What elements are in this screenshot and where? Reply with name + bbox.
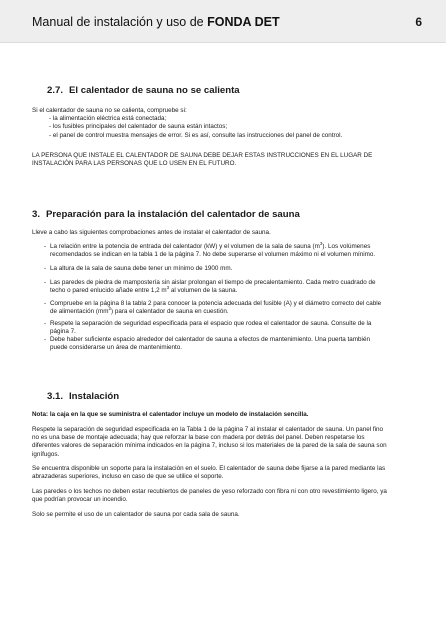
prep-bullet: - Las paredes de piedra de mampostería sin aislar prolongan el tiempo de precalentamiento. Cada metro cuadrado de techo o pared enlucido añade entre 1,2 $m^3$ al volumen de la sauna. xyxy=(50,279,415,295)
paragraph-line: no es una base de montaje adecuada; hay que reforzar la base con madera por detrás del panel. Deben respetarse los xyxy=(32,434,365,442)
bullet-line: Respete la separación de seguridad especificada para el espacio que rodea el calentador de sauna. Consulte de la xyxy=(50,320,372,327)
section-2-7-heading xyxy=(47,85,240,96)
page-number: 6 xyxy=(415,15,422,29)
header-title xyxy=(32,15,280,29)
paragraph-line: Respete la separación de seguridad especificada en la Tabla 1 de la página 7 al instalar el calentador de sauna. Un panel fino xyxy=(32,426,384,433)
paragraph-line: diferentes valores de separación mínima indicados en la página 7, incluso si los materiales de la pared de la sala de sauna son xyxy=(32,442,387,450)
bullet-line: página 7. xyxy=(50,328,76,336)
bullet-line: Debe haber suficiente espacio alrededor del calentador de sauna a efectos de mantenimiento. Una puerta también xyxy=(50,336,370,343)
section-3-1-title: Instalación xyxy=(69,391,120,402)
section-3-intro: Lleve a cabo las siguientes comprobaciones antes de instalar el calentador de sauna. xyxy=(32,229,271,236)
bullet-line: ). Los volúmenes xyxy=(322,243,371,250)
notice-line: LA PERSONA QUE INSTALE EL CALENTADOR DE SAUNA DEBE DEJAR ESTAS INSTRUCCIONES EN EL LUGAR DE xyxy=(32,152,373,159)
prep-bullet: - La relación entre la potencia de entrada del calentador (kW) y el volumen de la sala de sauna $(m^3)$. Los volúmenes recomendados se indican en la tabla 1 de la página 7. No debe superarse el volumen máximo ni el volumen mínimo. xyxy=(50,243,415,259)
superscript: 2 xyxy=(108,306,111,312)
bullet-line: La altura de la sala de sauna debe tener un mínimo de 1900 mm. xyxy=(50,265,233,272)
section-3-title: Preparación para la instalación del calentador de sauna xyxy=(46,209,300,220)
installation-paragraph xyxy=(32,465,417,481)
header-title-product: FONDA DET xyxy=(207,15,280,29)
bullet-line: Las paredes de piedra de mampostería sin aislar prolongan el tiempo de precalentamiento. Cada metro cuadrado de xyxy=(50,279,376,286)
prep-bullet: - Debe haber suficiente espacio alrededor del calentador de sauna a efectos de mantenimiento. Una puerta también puede considerarse un área de mantenimiento. xyxy=(50,336,415,352)
check-item: - los fusibles principales del calentador de sauna están intactos; xyxy=(49,123,228,131)
installation-note: Nota: la caja en la que se suministra el calentador incluye un modelo de instalación sencilla. xyxy=(32,411,309,418)
bullet-line: techo o pared enlucido añade entre 1,2 m xyxy=(50,287,167,295)
section-2-7-number: 2.7. xyxy=(47,85,64,96)
superscript: 3 xyxy=(319,240,323,246)
paragraph-line: Se encuentra disponible un soporte para la instalación en el suelo. El calentador de sauna debe fijarse a la pared mediante las xyxy=(32,465,386,472)
bullet-line: al volumen de la sauna. xyxy=(169,287,238,295)
section-3-number: 3. xyxy=(32,209,41,220)
paragraph-line: Solo se permite el uso de un calentador de sauna por cada sala de sauna. xyxy=(32,511,240,518)
bullet-line: La relación entre la potencia de entrada del calentador (kW) y el volumen de la sala de sauna (m xyxy=(50,243,320,250)
bullet-line: ) para el calentador de sauna en cuestión. xyxy=(110,308,229,316)
page-header xyxy=(0,0,446,43)
prep-bullet: - Compruebe en la página 8 la tabla 2 para conocer la potencia adecuada del fusible (A) y el diámetro correcto del cable de alimentación $(mm^2)$ para el calentador de sauna en cuestión. xyxy=(50,300,415,316)
section-3-1-number: 3.1. xyxy=(47,391,64,402)
paragraph-line: Las paredes o los techos no deben estar recubiertos de paneles de yeso reforzado con fibra ni con otro revestimiento ligero, ya xyxy=(32,488,387,495)
section-3-1-heading xyxy=(47,391,119,402)
paragraph-line: que podrían provocar un incendio. xyxy=(32,496,128,504)
bullet-line: puede considerarse un área de mantenimiento. xyxy=(50,344,182,352)
paragraph-line: ignífugos. xyxy=(32,450,60,458)
installation-paragraph xyxy=(32,488,417,504)
section-2-7-intro: Si el calentador de sauna no se calienta, compruebe si: xyxy=(32,107,187,114)
installation-paragraph xyxy=(32,511,417,519)
notice-line: INSTALACIÓN PARA LAS PERSONAS QUE LO USEN EN EL FUTURO. xyxy=(32,160,237,168)
prep-bullet: - La altura de la sala de sauna debe tener un mínimo de 1900 mm. xyxy=(50,265,415,273)
bullet-line: de alimentación (mm xyxy=(50,308,109,316)
bullet-line: Compruebe en la página 8 la tabla 2 para conocer la potencia adecuada del fusible (A) y el diámetro correcto del cable xyxy=(50,300,382,307)
header-title-prefix: Manual de instalación y uso de xyxy=(32,15,208,29)
superscript: 3 xyxy=(166,285,170,291)
installation-paragraph xyxy=(32,426,417,459)
prep-bullet: - Respete la separación de seguridad especificada para el espacio que rodea el calentador de sauna. Consulte de la página 7. xyxy=(50,320,415,336)
check-item: - el panel de control muestra mensajes de error. Si es así, consulte las instrucciones del panel de control. xyxy=(49,131,343,139)
section-2-7-title: El calentador de sauna no se calienta xyxy=(69,85,240,96)
bullet-line: recomendados se indican en la tabla 1 de la página 7. No debe superarse el volumen máximo ni el volumen mínimo. xyxy=(50,251,376,259)
section-2-7-checklist xyxy=(32,107,417,140)
paragraph-line: abrazaderas superiores, incluso en caso de que se utilice el soporte. xyxy=(32,473,224,481)
check-item: - la alimentación eléctrica está conectada; xyxy=(49,115,167,123)
installer-notice xyxy=(32,152,417,168)
section-3-heading xyxy=(32,209,300,220)
